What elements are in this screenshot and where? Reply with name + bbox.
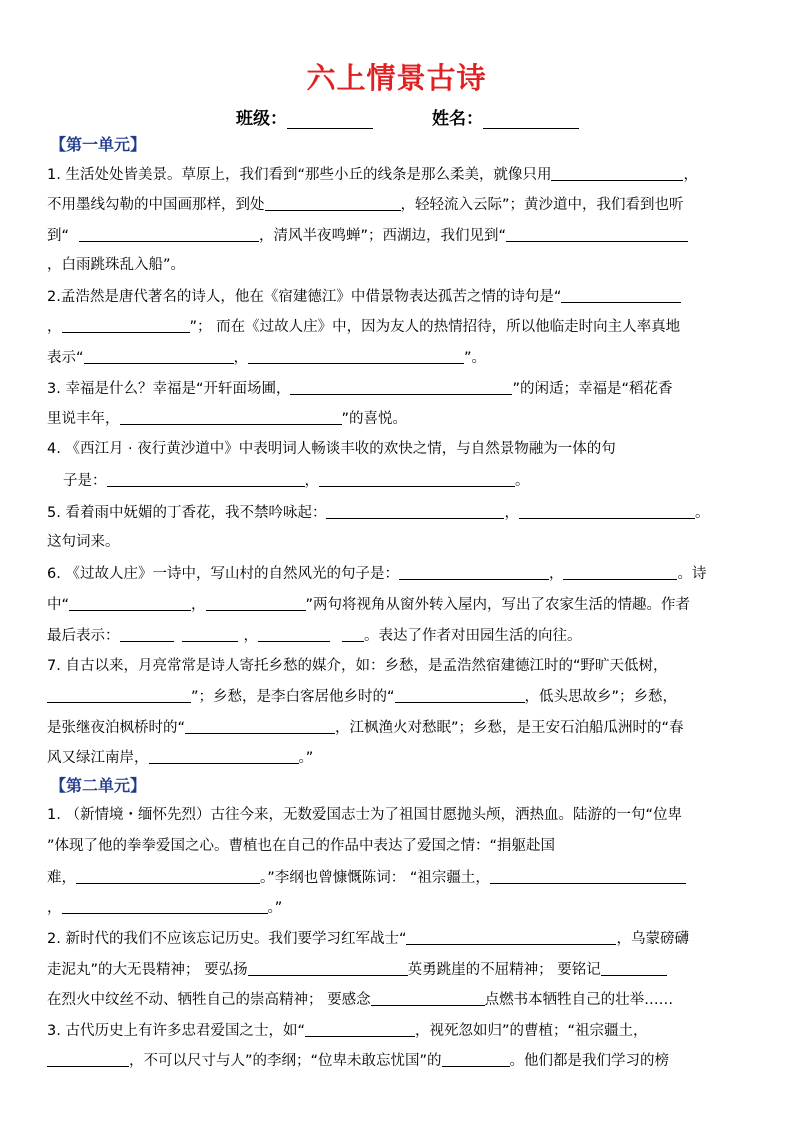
q1-line4: ，白雨跳珠乱入船”。 <box>47 257 186 273</box>
u2q3-line2: ，不可以尺寸与人”的李纲；“位卑未敢忘忧国”的 。他们都是我们学习的榜 <box>47 1050 669 1071</box>
blank[interactable] <box>551 164 683 181</box>
u2q1-line3: 难， 。”李纲也曾慷慨陈词： “祖宗疆土， <box>47 867 686 888</box>
blank[interactable] <box>62 316 190 333</box>
q6-line2: 中“ ， ”两句将视角从窗外转入屋内，写出了农家生活的情趣。作者 <box>47 594 690 615</box>
blank[interactable] <box>305 1020 415 1037</box>
blank[interactable] <box>326 502 504 519</box>
blank[interactable] <box>506 225 688 242</box>
blank[interactable] <box>490 867 686 884</box>
blank[interactable] <box>406 928 616 945</box>
blank[interactable] <box>371 989 485 1006</box>
u2q2-line1: 2. 新时代的我们不应该忘记历史。我们要学习红军战士“ ，乌蒙磅礴 <box>47 928 689 949</box>
blank[interactable] <box>149 747 299 764</box>
class-label: 班级： <box>236 109 287 129</box>
q3-line1: 3. 幸福是什么？幸福是“开轩面场圃， ”的闲适；幸福是“稻花香 <box>47 378 673 399</box>
blank[interactable] <box>47 1050 129 1067</box>
blank[interactable] <box>290 378 512 395</box>
blank[interactable] <box>120 625 174 642</box>
blank[interactable] <box>442 1050 510 1067</box>
blank[interactable] <box>342 625 364 642</box>
blank[interactable] <box>265 194 401 211</box>
name-blank[interactable] <box>483 110 579 129</box>
u2q3-line1: 3. 古代历史上有许多忠君爱国之士，如“ ，视死忽如归”的曹植；“祖宗疆土， <box>47 1020 648 1041</box>
q6-line3: 最后表示： ， 。表达了作者对田园生活的向往。 <box>47 625 582 646</box>
q7-line1: 7. 自古以来，月亮常常是诗人寄托乡愁的媒介，如：乡愁，是孟浩然宿建德江时的“野旷天低树， <box>47 658 668 674</box>
q1-line1: 1. 生活处处皆美景。草原上，我们看到“那些小丘的线条是那么柔美，就像只用 ， <box>47 164 698 185</box>
blank[interactable] <box>248 347 464 364</box>
unit2-heading: 【第二单元】 <box>50 776 147 795</box>
q2-line3: 表示“ ， ”。 <box>47 347 486 368</box>
blank[interactable] <box>563 563 677 580</box>
q4-line1: 4. 《西江月 · 夜行黄沙道中》中表明词人畅谈丰收的欢快之情，与自然景物融为一体的句 <box>47 441 616 457</box>
q2-line2: ， ”； 而在《过故人庄》中，因为友人的热情招待，所以他临走时向主人率真地 <box>47 316 680 337</box>
q1-line3: 到“ ，清风半夜鸣蝉”；西湖边，我们见到“ <box>47 225 688 246</box>
q7-line4: 风又绿江南岸， 。” <box>47 747 313 768</box>
blank[interactable] <box>206 594 306 611</box>
q5-line2: 这句词来。 <box>47 534 120 550</box>
unit1-heading: 【第一单元】 <box>50 135 147 154</box>
q4-line2: 子是： ， 。 <box>63 470 530 491</box>
blank[interactable] <box>84 347 234 364</box>
blank[interactable] <box>182 625 238 642</box>
blank[interactable] <box>561 286 681 303</box>
class-field <box>236 104 373 129</box>
blank[interactable] <box>47 686 191 703</box>
u2q1-line4: ， 。” <box>47 897 282 918</box>
blank[interactable] <box>258 625 330 642</box>
blank[interactable] <box>399 563 549 580</box>
blank[interactable] <box>120 408 342 425</box>
blank[interactable] <box>395 686 525 703</box>
blank[interactable] <box>519 502 695 519</box>
page-title: 六上情景古诗 <box>306 61 487 95</box>
blank[interactable] <box>248 959 408 976</box>
q7-line2: ”；乡愁，是李白客居他乡时的“ ，低头思故乡”；乡愁， <box>47 686 677 707</box>
q2-line1: 2.孟浩然是唐代著名的诗人，他在《宿建德江》中借景物表达孤苦之情的诗句是“ <box>47 286 681 307</box>
q7-line3: 是张继夜泊枫桥时的“ ，江枫渔火对愁眠”；乡愁，是王安石泊船瓜洲时的“春 <box>47 717 684 738</box>
blank[interactable] <box>62 897 268 914</box>
u2q2-line3: 在烈火中纹丝不动、牺牲自己的崇高精神； 要感念 点燃书本牺牲自己的壮举…… <box>47 989 673 1010</box>
name-field <box>432 104 579 129</box>
blank[interactable] <box>76 867 260 884</box>
q3-line2: 里说丰年， ”的喜悦。 <box>47 408 407 429</box>
u2q2-line2: 走泥丸”的大无畏精神； 要弘扬 英勇跳崖的不屈精神； 要铭记 <box>47 959 667 980</box>
blank[interactable] <box>79 225 259 242</box>
u2q1-line2: ”体现了他的拳拳爱国之心。曹植也在自己的作品中表达了爱国之情：“捐躯赴国 <box>47 838 556 854</box>
name-label: 姓名： <box>432 109 483 129</box>
q1-line2: 不用墨线勾勒的中国画那样，到处 ，轻轻流入云际”；黄沙道中，我们看到也听 <box>47 194 684 215</box>
class-blank[interactable] <box>287 110 373 129</box>
u2q1-line1: 1. （新情境・缅怀先烈）古往今来，无数爱国志士为了祖国甘愿抛头颅，洒热血。陆游的一句“位卑 <box>47 807 682 823</box>
blank[interactable] <box>185 717 335 734</box>
q5-line1: 5. 看着雨中妩媚的丁香花，我不禁吟咏起： ， 。 <box>47 502 709 523</box>
blank[interactable] <box>69 594 191 611</box>
blank[interactable] <box>107 470 305 487</box>
q6-line1: 6. 《过故人庄》一诗中，写山村的自然风光的句子是： ， 。诗 <box>47 563 706 584</box>
blank[interactable] <box>601 959 667 976</box>
blank[interactable] <box>319 470 515 487</box>
